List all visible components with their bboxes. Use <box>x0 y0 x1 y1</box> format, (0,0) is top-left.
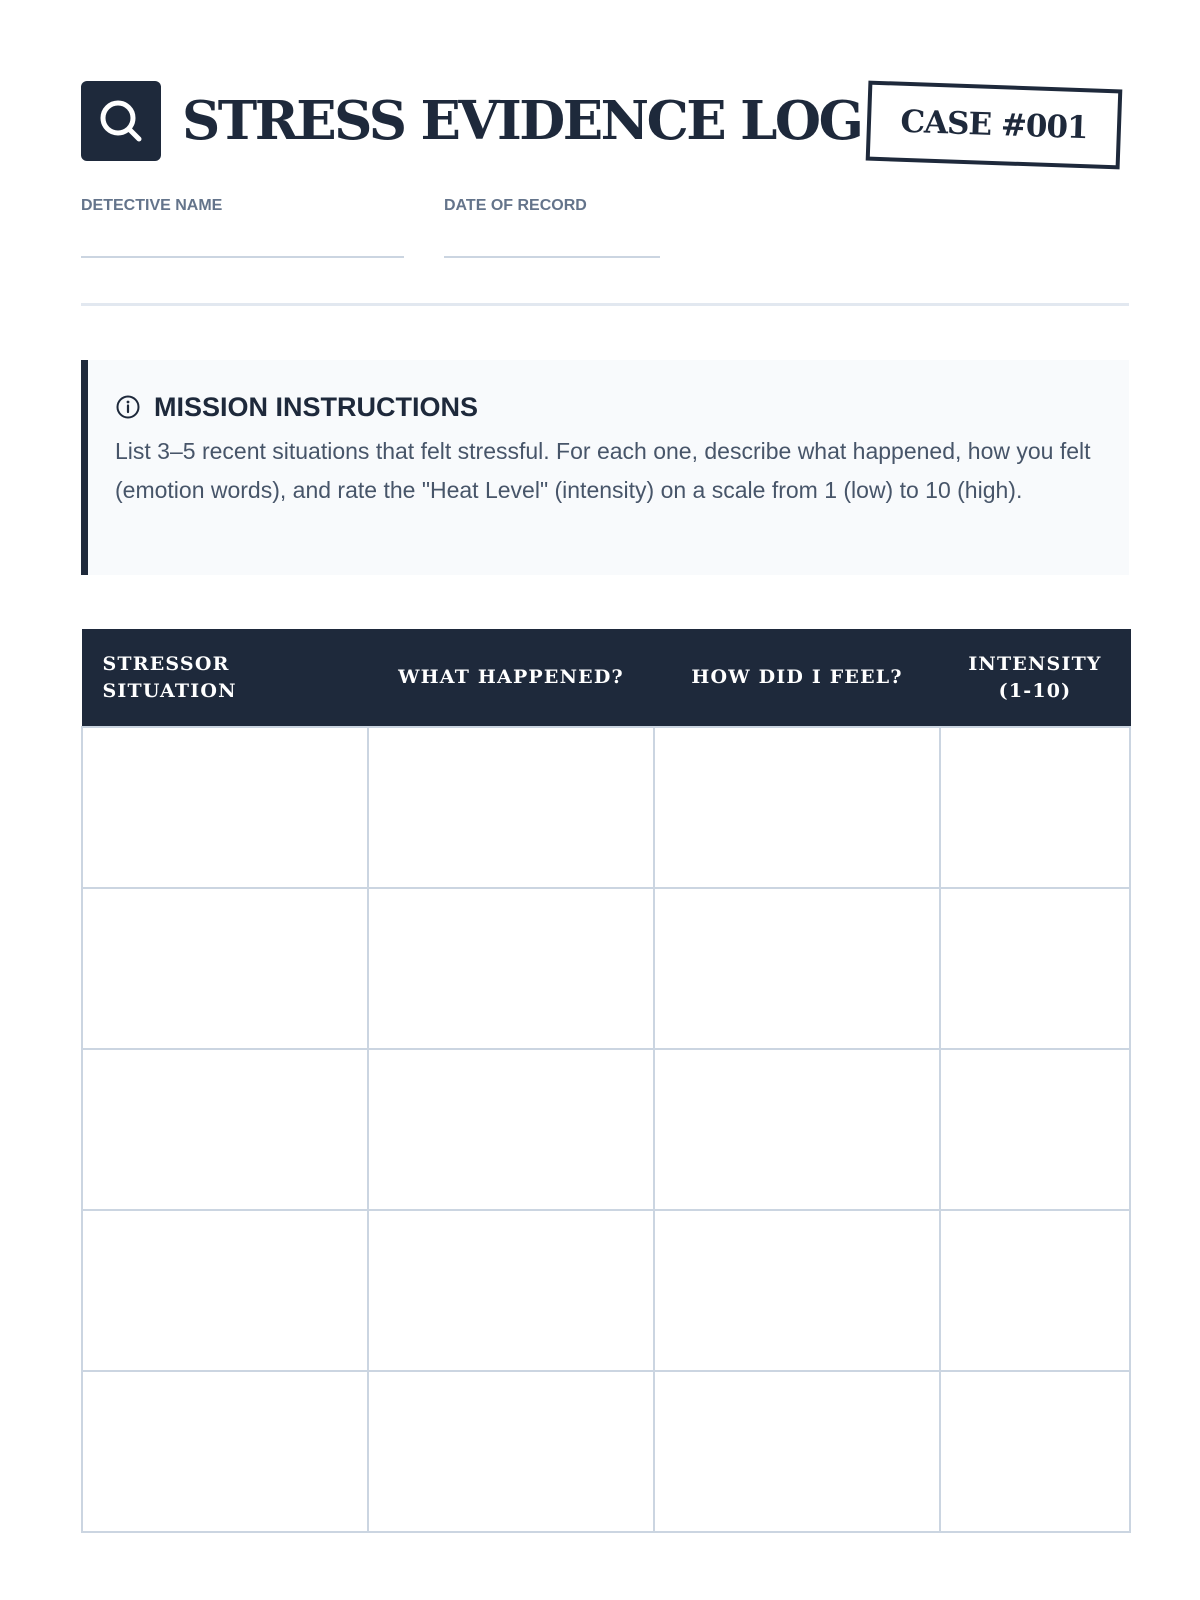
feeling-cell[interactable] <box>654 888 940 1049</box>
feeling-cell[interactable] <box>654 1049 940 1210</box>
section-divider <box>81 303 1129 306</box>
instructions-header <box>115 390 1099 424</box>
table-header-row <box>82 630 1130 727</box>
feeling-cell[interactable] <box>654 727 940 888</box>
detective-name-line[interactable] <box>81 256 404 258</box>
evidence-table <box>81 629 1131 1533</box>
date-of-record-field[interactable] <box>444 196 660 258</box>
intensity-cell[interactable] <box>940 1210 1130 1371</box>
intensity-cell[interactable] <box>940 727 1130 888</box>
intensity-cell[interactable] <box>940 1371 1130 1532</box>
stressor-cell[interactable] <box>82 1210 368 1371</box>
instructions-body: List 3–5 recent situations that felt stressful. For each one, describe what happened, how you felt (emotion words), and rate the "Heat Level" (intensity) on a scale from 1 (low) to 10 (high). <box>115 438 1091 503</box>
stressor-cell[interactable] <box>82 1371 368 1532</box>
what-happened-cell[interactable] <box>368 888 654 1049</box>
what-happened-cell[interactable] <box>368 1371 654 1532</box>
logo-badge <box>81 81 161 161</box>
instructions-panel <box>81 360 1129 575</box>
header <box>81 80 1129 164</box>
table-row <box>82 1371 1130 1532</box>
magnifying-glass-icon <box>97 97 145 145</box>
detective-name-field[interactable] <box>81 196 404 258</box>
case-stamp: CASE #001 <box>866 81 1123 170</box>
intensity-cell[interactable] <box>940 888 1130 1049</box>
date-of-record-line[interactable] <box>444 256 660 258</box>
column-header-what-happened: WHAT HAPPENED? <box>368 630 654 727</box>
stressor-cell[interactable] <box>82 727 368 888</box>
table-row <box>82 1049 1130 1210</box>
column-header-intensity: INTENSITY (1-10) <box>940 630 1130 727</box>
instructions-title: MISSION INSTRUCTIONS <box>154 391 479 422</box>
feeling-cell[interactable] <box>654 1371 940 1532</box>
feeling-cell[interactable] <box>654 1210 940 1371</box>
what-happened-cell[interactable] <box>368 727 654 888</box>
date-of-record-label: DATE OF RECORD <box>444 197 587 214</box>
page-title: STRESS EVIDENCE LOG <box>182 90 862 152</box>
info-icon <box>115 394 141 420</box>
detective-name-label: DETECTIVE NAME <box>81 197 223 214</box>
column-header-how-did-i-feel: HOW DID I FEEL? <box>654 630 940 727</box>
stressor-cell[interactable] <box>82 1049 368 1210</box>
intensity-cell[interactable] <box>940 1049 1130 1210</box>
what-happened-cell[interactable] <box>368 1049 654 1210</box>
table-row <box>82 727 1130 888</box>
table-row <box>82 1210 1130 1371</box>
table-row <box>82 888 1130 1049</box>
column-header-stressor: STRESSOR SITUATION <box>82 630 368 727</box>
what-happened-cell[interactable] <box>368 1210 654 1371</box>
stressor-cell[interactable] <box>82 888 368 1049</box>
